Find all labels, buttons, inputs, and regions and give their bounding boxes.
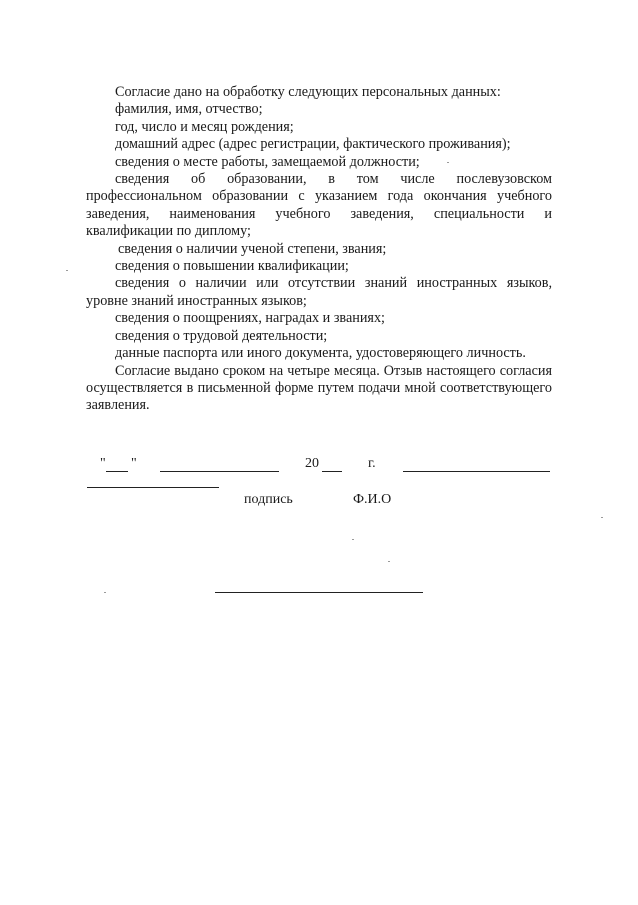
scan-speck xyxy=(388,561,390,562)
consent-item-birth: год, число и месяц рождения; xyxy=(115,118,294,135)
consent-body xyxy=(86,84,552,415)
scan-speck xyxy=(447,162,449,163)
consent-item-qualification: сведения о повышении квалификации; xyxy=(115,258,349,275)
continuation-blank-line xyxy=(87,487,219,488)
caption-name: Ф.И.О xyxy=(353,492,392,507)
consent-item-languages: сведения о наличии или отсутствии знаний иностранных языков, уровне знаний иностранных языков; xyxy=(86,275,552,309)
consent-item-employment: сведения о трудовой деятельности; xyxy=(115,327,328,344)
consent-item-workplace: сведения о месте работы, замещаемой должности; xyxy=(115,153,420,170)
year-blank-line xyxy=(322,471,342,472)
scan-speck xyxy=(352,539,354,540)
caption-signature: подпись xyxy=(244,492,293,507)
consent-item-fio: фамилия, имя, отчество; xyxy=(115,101,263,118)
consent-item-awards: сведения о поощрениях, наградах и званиях; xyxy=(115,310,385,327)
consent-item-passport: данные паспорта или иного документа, удостоверяющего личность. xyxy=(115,345,526,362)
year-suffix: г. xyxy=(368,456,376,471)
scan-speck xyxy=(601,517,603,518)
year-prefix: 20 xyxy=(305,456,319,471)
consent-closing: Согласие выдано сроком на четыре месяца. Отзыв настоящего согласия осуществляется в письменной форме путем подачи мной соответствующего заявления. xyxy=(86,362,552,414)
scan-speck xyxy=(104,592,106,593)
day-blank-line xyxy=(106,471,128,472)
date-quote-open: " xyxy=(100,456,106,471)
consent-item-address: домашний адрес (адрес регистрации, фактического проживания); xyxy=(115,136,511,153)
consent-intro: Согласие дано на обработку следующих персональных данных: xyxy=(115,84,501,100)
scan-speck xyxy=(66,270,68,271)
date-quote-close: " xyxy=(131,456,137,471)
signature-date-row xyxy=(0,456,638,476)
name-blank-line xyxy=(403,471,550,472)
month-blank-line xyxy=(160,471,279,472)
bottom-signature-line xyxy=(215,592,423,593)
consent-item-education: сведения об образовании, в том числе послевузовском профессиональном образовании с указанием года окончания учебного заведения, наименования учебного заведения, специальности и квалификации по диплому; xyxy=(86,171,552,240)
consent-item-degree: сведения о наличии ученой степени, звания; xyxy=(118,240,387,257)
